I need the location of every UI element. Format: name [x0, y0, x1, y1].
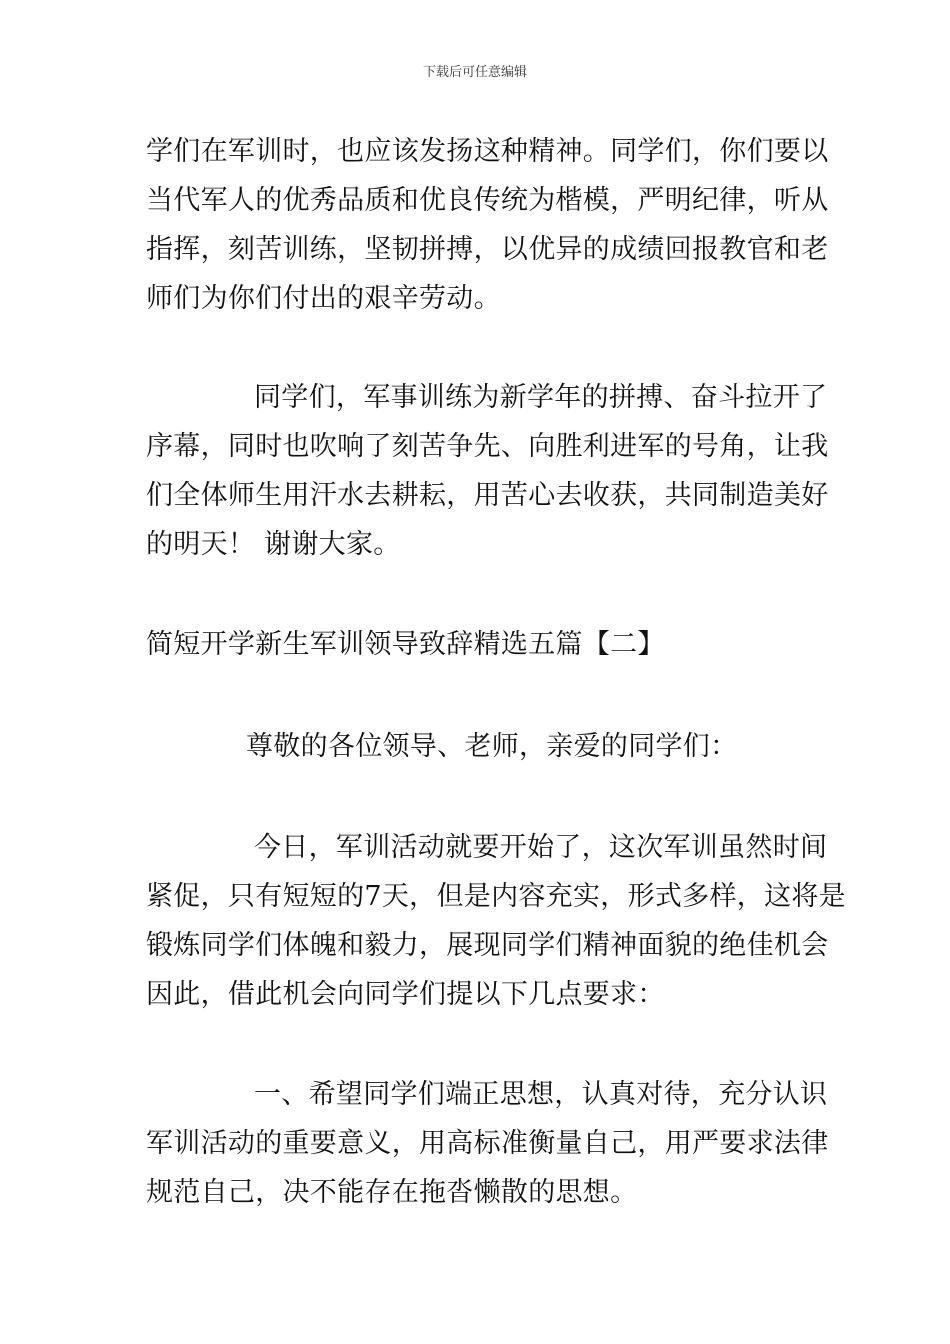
paragraph-1 [146, 127, 829, 323]
text-line: 锻炼同学们体魄和毅力，展现同学们精神面貌的绝佳机会 [146, 930, 829, 961]
paragraph-2 [146, 373, 829, 569]
text-line: 今日，军训活动就要开始了，这次军训虽然时间 [254, 832, 828, 863]
page-header: 下载后可任意编辑 [422, 65, 527, 80]
section-heading [146, 620, 810, 669]
text-line: 的明天！ 谢谢大家。 [146, 529, 401, 560]
text-line: 师们为你们付出的艰辛劳动。 [146, 283, 501, 314]
text-line: 同学们，军事训练为新学年的拼搏、奋斗拉开了 [254, 382, 828, 413]
paragraph-4 [146, 1070, 829, 1217]
text-line: 序幕，同时也吹响了刻苦争先、向胜利进军的号角，让我 [146, 431, 829, 462]
text-line: 规范自己，决不能存在拖沓懒散的思想。 [146, 1177, 638, 1208]
text-line: 学们在军训时，也应该发扬这种精神。同学们，你们要以 [146, 136, 829, 167]
text-line: 当代军人的优秀品质和优良传统为楷模，严明纪律，听从 [146, 185, 829, 216]
text-line: 尊敬的各位领导、老师，亲爱的同学们： [246, 731, 738, 762]
text-line: 紧促，只有短短的7天，但是内容充实，形式多样，这将是 [146, 881, 846, 912]
heading-text: 简短开学新生军训领导致辞精选五篇【二】 [146, 629, 665, 660]
text-line: 一、希望同学们端正思想，认真对待，充分认识 [254, 1079, 828, 1110]
text-line: 军训活动的重要意义，用高标准衡量自己，用严要求法律 [146, 1128, 829, 1159]
text-line: 指挥，刻苦训练，坚韧拼搏，以优异的成绩回报教官和老 [146, 234, 829, 265]
paragraph-3 [146, 823, 846, 1019]
text-line: 因此，借此机会向同学们提以下几点要求： [146, 979, 665, 1010]
text-line: 们全体师生用汗水去耕耘，用苦心去收获，共同制造美好 [146, 480, 829, 511]
salutation [146, 722, 810, 771]
